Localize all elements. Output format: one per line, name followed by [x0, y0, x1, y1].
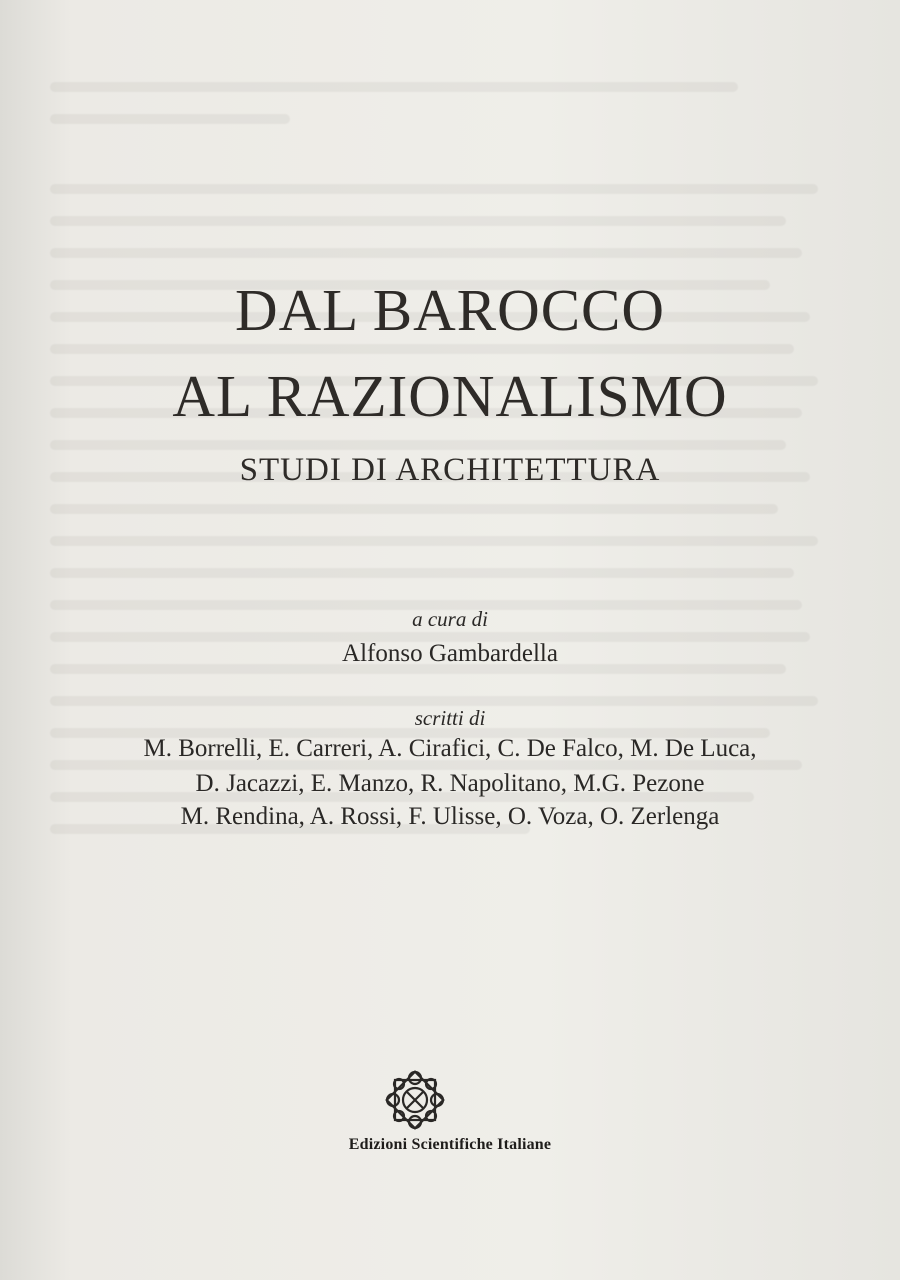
authors-line-3: M. Rendina, A. Rossi, F. Ulisse, O. Voza, O. Zerlenga — [180, 803, 720, 830]
written-by-label: scritti di — [414, 706, 486, 730]
book-subtitle: STUDI DI ARCHITETTURA — [239, 452, 661, 488]
publisher-logo-icon — [381, 1066, 449, 1134]
publisher-name: Edizioni Scientifiche Italiane — [348, 1136, 552, 1153]
book-title-line-2: AL RAZIONALISMO — [172, 363, 728, 429]
editor-name: Alfonso Gambardella — [342, 640, 558, 667]
authors-line-1: M. Borrelli, E. Carreri, A. Cirafici, C. De Falco, M. De Luca, — [143, 735, 757, 762]
book-title-line-1: DAL BAROCCO — [234, 277, 666, 343]
authors-line-2: D. Jacazzi, E. Manzo, R. Napolitano, M.G. Pezone — [195, 770, 705, 797]
edited-by-label: a cura di — [412, 607, 488, 631]
